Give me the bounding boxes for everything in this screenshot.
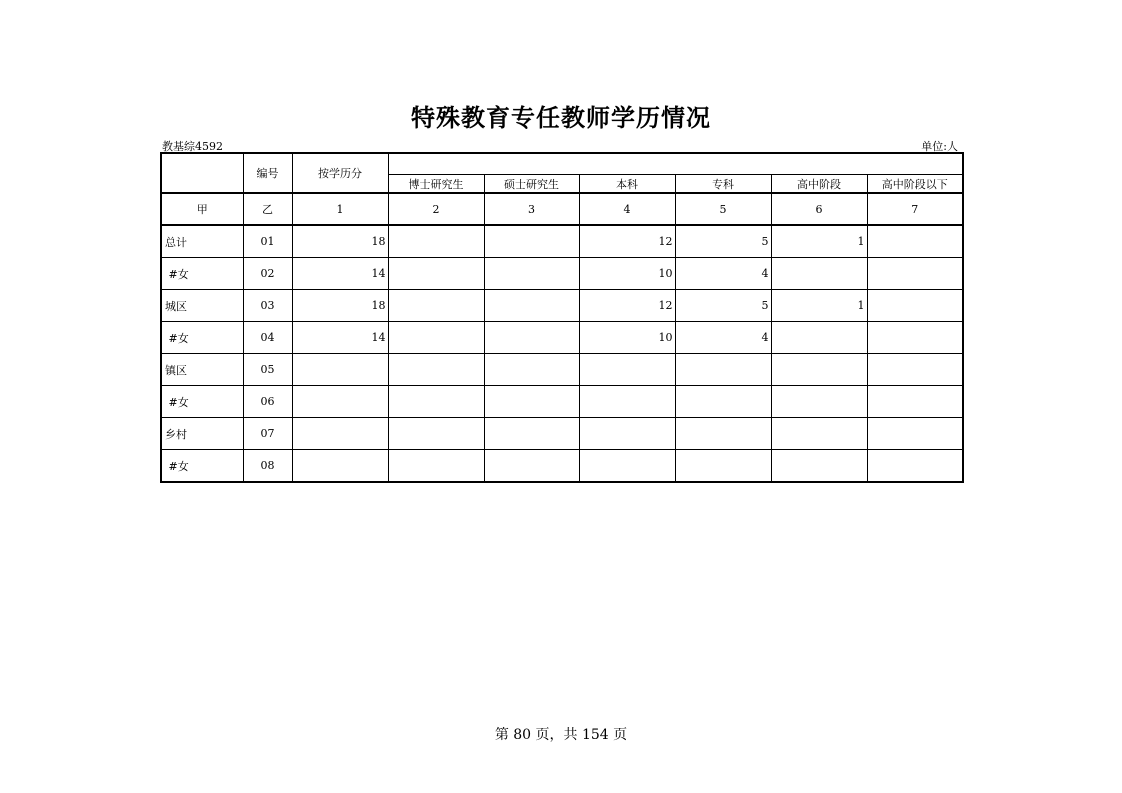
- index-cell: 1: [292, 193, 388, 225]
- value-cell: [292, 354, 388, 386]
- page-footer: 第 80 页，共 154 页: [494, 727, 628, 743]
- row-label: #女: [161, 450, 243, 483]
- index-cell: 6: [771, 193, 867, 225]
- row-code: 03: [243, 290, 292, 322]
- value-cell: 4: [675, 322, 771, 354]
- table-row: [161, 354, 963, 386]
- value-cell: [771, 354, 867, 386]
- row-code: 01: [243, 225, 292, 258]
- value-cell: [867, 225, 963, 258]
- row-label: #女: [161, 258, 243, 290]
- value-cell: [771, 386, 867, 418]
- value-cell: [388, 354, 484, 386]
- row-code: 04: [243, 322, 292, 354]
- table-row: [161, 386, 963, 418]
- value-cell: [484, 450, 579, 483]
- value-cell: [771, 322, 867, 354]
- value-cell: [388, 418, 484, 450]
- value-cell: [867, 354, 963, 386]
- value-cell: [675, 386, 771, 418]
- value-cell: 14: [292, 322, 388, 354]
- header-blank-cell: [161, 153, 243, 193]
- value-cell: [675, 450, 771, 483]
- value-cell: 1: [771, 290, 867, 322]
- value-cell: [484, 290, 579, 322]
- value-cell: 10: [579, 322, 675, 354]
- value-cell: [292, 450, 388, 483]
- value-cell: 14: [292, 258, 388, 290]
- header-degree-6: 高中阶段以下: [867, 175, 963, 194]
- value-cell: 1: [771, 225, 867, 258]
- value-cell: [388, 258, 484, 290]
- row-code: 06: [243, 386, 292, 418]
- value-cell: [292, 386, 388, 418]
- value-cell: [388, 450, 484, 483]
- value-cell: 4: [675, 258, 771, 290]
- value-cell: [388, 386, 484, 418]
- value-cell: [484, 386, 579, 418]
- value-cell: [292, 418, 388, 450]
- statistics-table: [160, 152, 964, 483]
- index-cell: 甲: [161, 193, 243, 225]
- value-cell: [675, 418, 771, 450]
- header-degree-1: 博士研究生: [388, 175, 484, 194]
- table-row: [161, 418, 963, 450]
- header-degree-group: [388, 153, 963, 175]
- row-label: 镇区: [161, 354, 243, 386]
- value-cell: [484, 258, 579, 290]
- header-degree-4: 专科: [675, 175, 771, 194]
- value-cell: 12: [579, 290, 675, 322]
- table-row: [161, 258, 963, 290]
- unit-label: 单位:人: [921, 140, 958, 153]
- index-cell: 7: [867, 193, 963, 225]
- row-label: #女: [161, 322, 243, 354]
- value-cell: [867, 290, 963, 322]
- table-row: [161, 225, 963, 258]
- index-cell: 2: [388, 193, 484, 225]
- value-cell: [675, 354, 771, 386]
- value-cell: [579, 418, 675, 450]
- table-row: [161, 322, 963, 354]
- value-cell: [484, 322, 579, 354]
- value-cell: 12: [579, 225, 675, 258]
- value-cell: [388, 225, 484, 258]
- header-by-degree: 按学历分: [292, 153, 388, 193]
- row-label: #女: [161, 386, 243, 418]
- value-cell: [867, 258, 963, 290]
- header-code: 编号: [243, 153, 292, 193]
- header-degree-2: 硕士研究生: [484, 175, 579, 194]
- row-code: 02: [243, 258, 292, 290]
- row-label: 乡村: [161, 418, 243, 450]
- table-row: [161, 290, 963, 322]
- value-cell: [484, 418, 579, 450]
- row-label: 总计: [161, 225, 243, 258]
- value-cell: [867, 386, 963, 418]
- value-cell: [771, 418, 867, 450]
- value-cell: [388, 290, 484, 322]
- header-degree-5: 高中阶段: [771, 175, 867, 194]
- value-cell: [484, 225, 579, 258]
- value-cell: 5: [675, 225, 771, 258]
- value-cell: [771, 450, 867, 483]
- page-title: 特殊教育专任教师学历情况: [411, 103, 711, 132]
- value-cell: [579, 354, 675, 386]
- table-row: [161, 450, 963, 483]
- value-cell: 18: [292, 225, 388, 258]
- value-cell: [579, 450, 675, 483]
- index-cell: 乙: [243, 193, 292, 225]
- row-code: 08: [243, 450, 292, 483]
- value-cell: [867, 418, 963, 450]
- value-cell: 18: [292, 290, 388, 322]
- value-cell: [388, 322, 484, 354]
- index-cell: 3: [484, 193, 579, 225]
- value-cell: [771, 258, 867, 290]
- index-cell: 5: [675, 193, 771, 225]
- value-cell: [579, 386, 675, 418]
- value-cell: [484, 354, 579, 386]
- value-cell: [867, 322, 963, 354]
- value-cell: [867, 450, 963, 483]
- form-code: 教基综4592: [162, 140, 223, 153]
- row-code: 07: [243, 418, 292, 450]
- value-cell: 5: [675, 290, 771, 322]
- index-cell: 4: [579, 193, 675, 225]
- row-code: 05: [243, 354, 292, 386]
- row-label: 城区: [161, 290, 243, 322]
- header-degree-3: 本科: [579, 175, 675, 194]
- value-cell: 10: [579, 258, 675, 290]
